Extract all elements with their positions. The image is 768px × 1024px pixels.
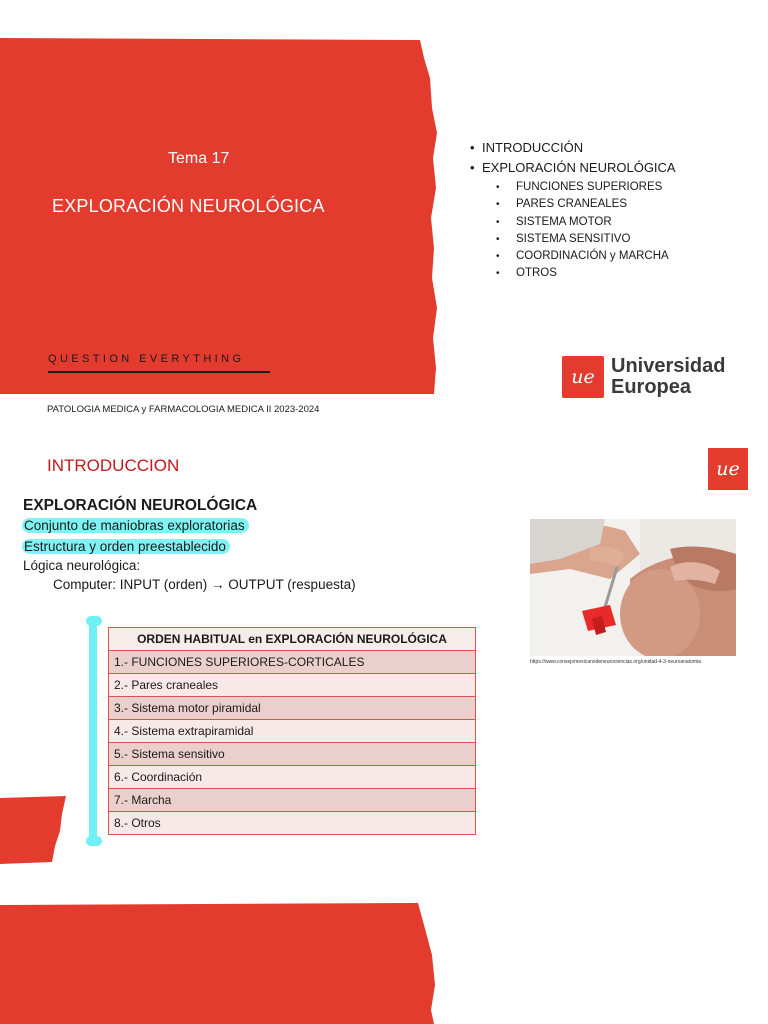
toc-subitem: • SISTEMA MOTOR [496, 215, 612, 228]
tagline: QUESTION EVERYTHING [48, 353, 245, 365]
toc-subitem: • COORDINACIÓN y MARCHA [496, 250, 669, 263]
table-header: ORDEN HABITUAL en EXPLORACIÓN NEUROLÓGICA [109, 628, 476, 651]
table-row: 4.- Sistema extrapiramidal [109, 720, 476, 743]
toc-item: • INTRODUCCIÓN [470, 140, 584, 155]
university-logo [562, 356, 725, 398]
ue-logo-icon [708, 448, 748, 490]
table-row: 6.- Coordinación [109, 766, 476, 789]
computer-analogy: Computer: INPUT (orden) → OUTPUT (respuesta) [53, 577, 356, 592]
table-row: 1.- FUNCIONES SUPERIORES-CORTICALES [109, 651, 476, 674]
table-row: 5.- Sistema sensitivo [109, 743, 476, 766]
toc-subitem: • SISTEMA SENSITIVO [496, 232, 631, 245]
content-heading: EXPLORACIÓN NEUROLÓGICA [23, 497, 258, 514]
logo-wordmark: Universidad Europea [611, 355, 726, 398]
table-row: 3.- Sistema motor piramidal [109, 697, 476, 720]
table-of-contents [470, 138, 676, 178]
slide-title: EXPLORACIÓN NEUROLÓGICA [52, 196, 325, 216]
red-brush-panel [0, 900, 440, 1024]
highlight-bracket [84, 616, 104, 846]
exam-order-table [108, 627, 476, 835]
toc-subitem: • PARES CRANEALES [496, 198, 627, 211]
tagline-underline [48, 371, 270, 373]
reflex-hammer-photo [530, 519, 736, 656]
red-brush-shard [0, 796, 68, 866]
logic-label: Lógica neurológica: [23, 558, 141, 573]
highlighted-text: Conjunto de maniobras exploratorias [22, 518, 249, 533]
next-slide-partial [0, 900, 768, 1024]
toc-subitem: • FUNCIONES SUPERIORES [496, 181, 663, 193]
toc-item: • EXPLORACIÓN NEUROLÓGICA [470, 160, 676, 175]
section-title: INTRODUCCION [47, 456, 180, 475]
table-row: 7.- Marcha [109, 789, 476, 812]
toc-subitems [496, 179, 669, 283]
course-name: PATOLOGIA MEDICA y FARMACOLOGIA MEDICA II 2023-2024 [47, 404, 320, 415]
table-row: 8.- Otros [109, 812, 476, 835]
svg-text:ue: ue [716, 458, 740, 480]
introduction-slide [0, 428, 768, 878]
toc-subitem: • OTROS [496, 267, 557, 280]
image-caption: https://www.consejomexicanodeneurociencias.org/unidad-4-3-neuroanatomia [530, 659, 701, 665]
topic-number: Tema 17 [168, 150, 230, 167]
svg-text:ue: ue [571, 366, 595, 388]
title-slide [0, 0, 768, 425]
table-row: 2.- Pares craneales [109, 674, 476, 697]
ue-logo-icon [562, 356, 604, 398]
highlighted-text: Estructura y orden preestablecido [22, 539, 230, 554]
